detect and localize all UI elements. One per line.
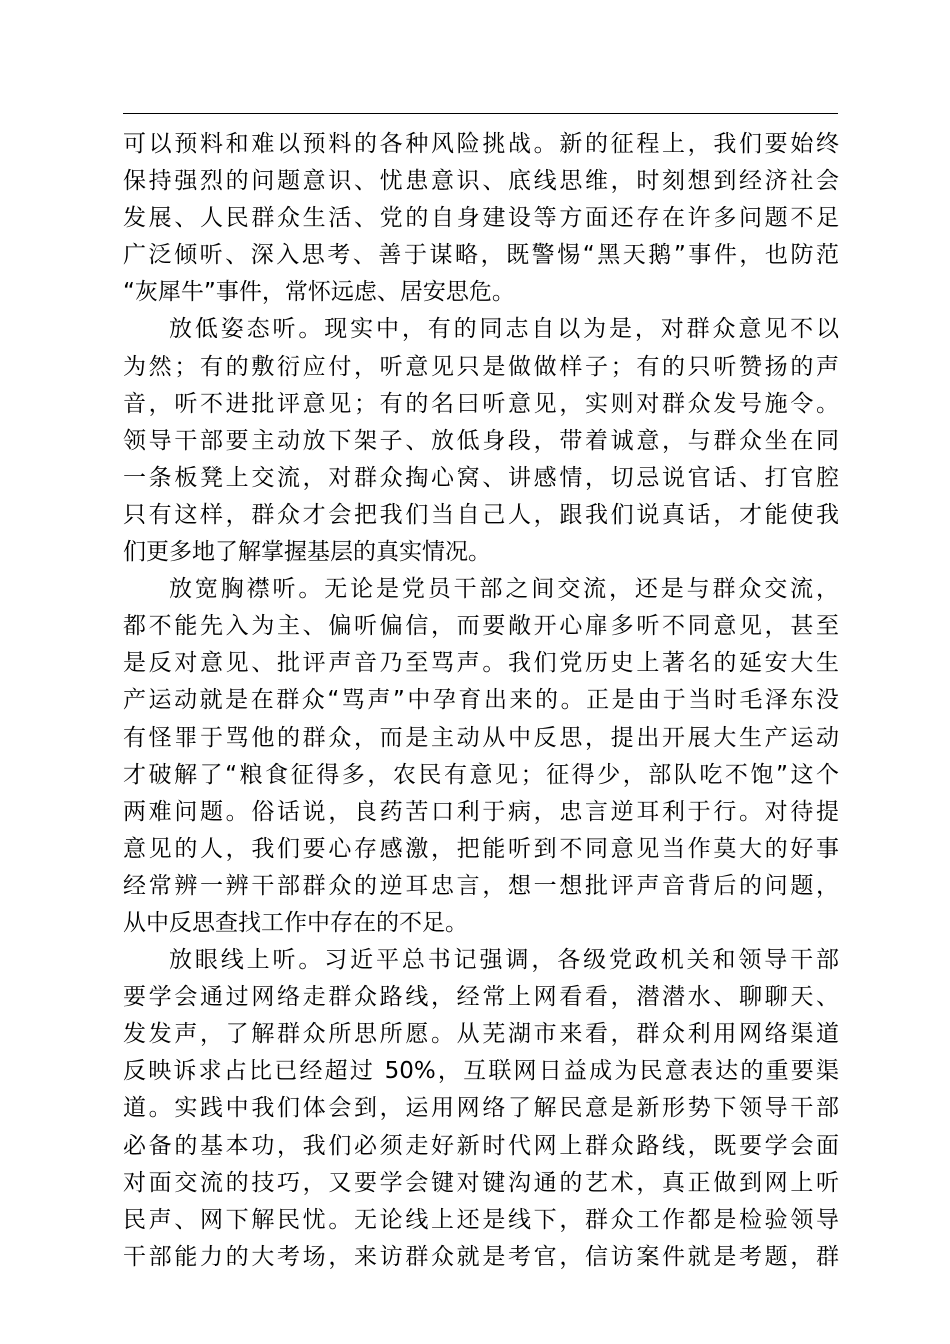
text-line: 才破解了“粮食征得多，农民有意见；征得少，部队吃不饱”这个 — [123, 761, 839, 788]
header-rule — [123, 113, 838, 114]
text-line: 产运动就是在群众“骂声”中孕育出来的。正是由于当时毛泽东没 — [123, 687, 839, 714]
text-line: 对面交流的技巧，又要学会键对键沟通的艺术，真正做到网上听 — [123, 1169, 839, 1196]
text-line: 领导干部要主动放下架子、放低身段，带着诚意，与群众坐在同 — [123, 427, 839, 454]
text-line: 广泛倾听、深入思考、善于谋略，既警惕“黑天鹅”事件，也防范 — [123, 242, 839, 269]
text-line: 从中反思查找工作中存在的不足。 — [123, 909, 468, 936]
text-line: 发发声，了解群众所思所愿。从芜湖市来看，群众利用网络渠道 — [123, 1021, 839, 1048]
text-line: 意见的人，我们要心存感激，把能听到不同意见当作莫大的好事 — [123, 835, 839, 862]
text-line: 们更多地了解掌握基层的真实情况。 — [123, 539, 491, 566]
text-line: “灰犀牛”事件，常怀远虑、居安思危。 — [123, 279, 515, 306]
paragraph-p3 — [123, 571, 839, 942]
paragraph-p1 — [123, 126, 839, 311]
paragraph-p4 — [123, 942, 839, 1276]
body-text — [123, 126, 839, 1276]
text-line: 反映诉求占比已经超过 50%，互联网日益成为民意表达的重要渠 — [123, 1058, 839, 1085]
text-line: 经常辨一辨干部群众的逆耳忠言，想一想批评声音背后的问题， — [123, 872, 839, 899]
text-line: 道。实践中我们体会到，运用网络了解民意是新形势下领导干部 — [123, 1095, 839, 1122]
text-line: 有怪罪于骂他的群众，而是主动从中反思，提出开展大生产运动 — [123, 724, 839, 751]
text-line: 两难问题。俗话说，良药苦口利于病，忠言逆耳利于行。对待提 — [123, 798, 839, 825]
text-line: 必备的基本功，我们必须走好新时代网上群众路线，既要学会面 — [123, 1132, 839, 1159]
text-line: 都不能先入为主、偏听偏信，而要敞开心扉多听不同意见，甚至 — [123, 613, 839, 640]
text-line: 一条板凳上交流，对群众掏心窝、讲感情，切忌说官话、打官腔 — [123, 464, 839, 491]
text-line: 民声、网下解民忧。无论线上还是线下，群众工作都是检验领导 — [123, 1206, 839, 1233]
text-line: 放眼线上听。习近平总书记强调，各级党政机关和领导干部 — [169, 947, 839, 974]
text-line: 保持强烈的问题意识、忧患意识、底线思维，时刻想到经济社会 — [123, 168, 839, 195]
text-line: 可以预料和难以预料的各种风险挑战。新的征程上，我们要始终 — [123, 131, 839, 157]
text-line: 要学会通过网络走群众路线，经常上网看看，潜潜水、聊聊天、 — [123, 984, 839, 1011]
paragraph-p2 — [123, 311, 839, 571]
text-line: 发展、人民群众生活、党的自身建设等方面还存在许多问题不足 — [123, 205, 839, 232]
text-line: 是反对意见、批评声音乃至骂声。我们党历史上著名的延安大生 — [123, 650, 839, 677]
text-line: 放宽胸襟听。无论是党员干部之间交流，还是与群众交流， — [169, 576, 839, 603]
text-line: 只有这样，群众才会把我们当自己人，跟我们说真话，才能使我 — [123, 501, 839, 528]
text-line: 放低姿态听。现实中，有的同志自以为是，对群众意见不以 — [169, 316, 839, 343]
text-line: 为然；有的敷衍应付，听意见只是做做样子；有的只听赞扬的声 — [123, 353, 839, 380]
text-line: 干部能力的大考场，来访群众就是考官，信访案件就是考题，群 — [123, 1243, 839, 1270]
text-line: 音，听不进批评意见；有的名曰听意见，实则对群众发号施令。 — [123, 390, 839, 417]
